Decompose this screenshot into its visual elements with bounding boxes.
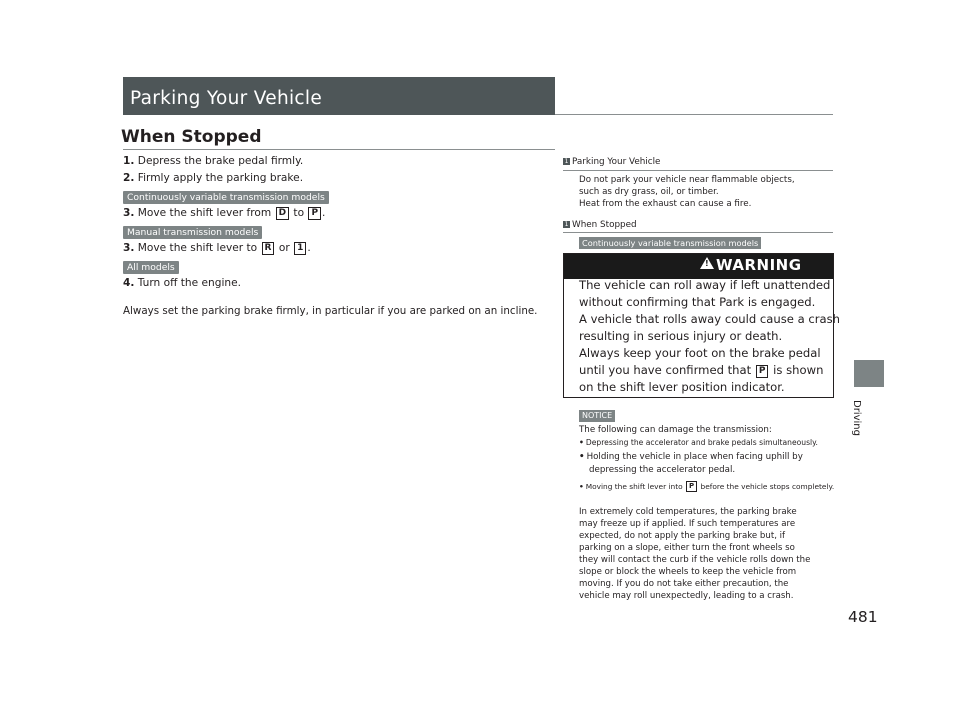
step-number: 3. xyxy=(123,207,135,219)
note-heading-when-stopped xyxy=(563,220,637,230)
note-line: parking on a slope, either turn the front wheels so xyxy=(579,543,795,553)
warning-line: The vehicle can roll away if left unattended xyxy=(579,278,831,292)
step-text: Move the shift lever to xyxy=(137,242,258,254)
cold-weather-note xyxy=(579,506,810,602)
step-text: Depress the brake pedal firmly. xyxy=(137,155,304,167)
chapter-tab xyxy=(854,360,884,387)
note-body-parking xyxy=(579,174,795,210)
notice-badge: NOTICE xyxy=(579,410,615,422)
parking-brake-note: Always set the parking brake firmly, in particular if you are parked on an incline. xyxy=(123,305,538,317)
note-line: Heat from the exhaust can cause a fire. xyxy=(579,199,752,209)
note-line: they will contact the curb if the vehicle rolls down the xyxy=(579,555,811,565)
badge-cvt-models: Continuously variable transmission models xyxy=(123,191,329,204)
badge-manual-models: Manual transmission models xyxy=(123,226,262,239)
step-number: 3. xyxy=(123,242,135,254)
note-line: vehicle may roll unexpectedly, leading to a crash. xyxy=(579,591,794,601)
step-4 xyxy=(123,277,241,289)
step-number: 4. xyxy=(123,277,135,289)
note-title: Parking Your Vehicle xyxy=(572,157,661,167)
shift-key-p: P xyxy=(686,481,697,492)
note-line: moving. If you do not take either precaution, the xyxy=(579,579,789,589)
bullet-text: Moving the shift lever into xyxy=(585,482,683,491)
bullet-item xyxy=(579,438,818,447)
bullet-item xyxy=(579,481,834,492)
step-text: Move the shift lever from xyxy=(137,207,272,219)
step-text-mid: or xyxy=(278,242,290,254)
note-line: such as dry grass, oil, or timber. xyxy=(579,187,719,197)
step-text: Turn off the engine. xyxy=(137,277,242,289)
bullet-dot: • xyxy=(579,482,584,491)
note-title: When Stopped xyxy=(572,220,637,230)
section-title: Parking Your Vehicle xyxy=(130,88,323,109)
badge-all-models: All models xyxy=(123,261,179,274)
notice-intro: The following can damage the transmission: xyxy=(579,425,772,435)
step-3-cvt xyxy=(123,207,325,220)
sub-heading-rule xyxy=(123,149,555,150)
warning-line-with-key xyxy=(579,362,840,379)
shift-key-1: 1 xyxy=(294,242,306,255)
warning-line: Always keep your foot on the brake pedal xyxy=(579,346,821,360)
bullet-text: Depressing the accelerator and brake pedals simultaneously. xyxy=(585,438,818,447)
bullet-text: before the vehicle stops completely. xyxy=(700,482,835,491)
note-line: slope or block the wheels to keep the vehicle from xyxy=(579,567,797,577)
bullet-dot: • xyxy=(579,438,584,447)
bullet-continuation: depressing the accelerator pedal. xyxy=(589,465,736,475)
warning-exclamation: ! xyxy=(705,259,709,268)
note-line: Do not park your vehicle near flammable objects, xyxy=(579,175,795,185)
step-2 xyxy=(123,172,303,184)
page-number: 481 xyxy=(848,608,878,626)
note-line: In extremely cold temperatures, the parking brake xyxy=(579,507,797,517)
warning-line: on the shift lever position indicator. xyxy=(579,380,785,394)
note-marker-icon: 1 xyxy=(564,221,569,228)
note-heading-parking xyxy=(563,157,660,167)
note-line: may freeze up if applied. If such temperatures are xyxy=(579,519,796,529)
badge-cvt-models-sidebar: Continuously variable transmission models xyxy=(579,237,761,249)
warning-line: resulting in serious injury or death. xyxy=(579,329,783,343)
step-text-mid: to xyxy=(293,207,305,219)
step-text-end: . xyxy=(322,207,326,219)
step-text-end: . xyxy=(307,242,311,254)
sub-heading: When Stopped xyxy=(121,127,262,147)
warning-title: WARNING xyxy=(716,256,802,274)
step-3-manual xyxy=(123,242,311,255)
step-text: Firmly apply the parking brake. xyxy=(137,172,304,184)
shift-key-d: D xyxy=(276,207,289,220)
chapter-tab-label xyxy=(848,400,864,436)
step-1 xyxy=(123,155,303,167)
bullet-item xyxy=(579,452,803,462)
bullet-dot: • xyxy=(579,452,585,462)
step-number: 1. xyxy=(123,155,135,167)
shift-key-p: P xyxy=(308,207,321,220)
warning-text xyxy=(579,277,840,396)
warning-line: A vehicle that rolls away could cause a crash xyxy=(579,312,841,326)
chapter-tab-text: Driving xyxy=(851,400,862,436)
header-rule xyxy=(555,114,833,115)
step-number: 2. xyxy=(123,172,135,184)
warning-line-part: is shown xyxy=(773,363,824,377)
shift-key-r: R xyxy=(262,242,275,255)
warning-line: without confirming that Park is engaged. xyxy=(579,295,816,309)
warning-line-part: until you have confirmed that xyxy=(579,363,752,377)
bullet-text: Holding the vehicle in place when facing uphill by xyxy=(586,452,803,462)
note-rule xyxy=(563,232,833,233)
warning-triangle-icon xyxy=(700,257,714,269)
note-line: expected, do not apply the parking brake but, if xyxy=(579,531,786,541)
shift-key-p: P xyxy=(756,365,769,378)
note-marker-icon: 1 xyxy=(564,158,569,165)
note-rule xyxy=(563,170,833,171)
